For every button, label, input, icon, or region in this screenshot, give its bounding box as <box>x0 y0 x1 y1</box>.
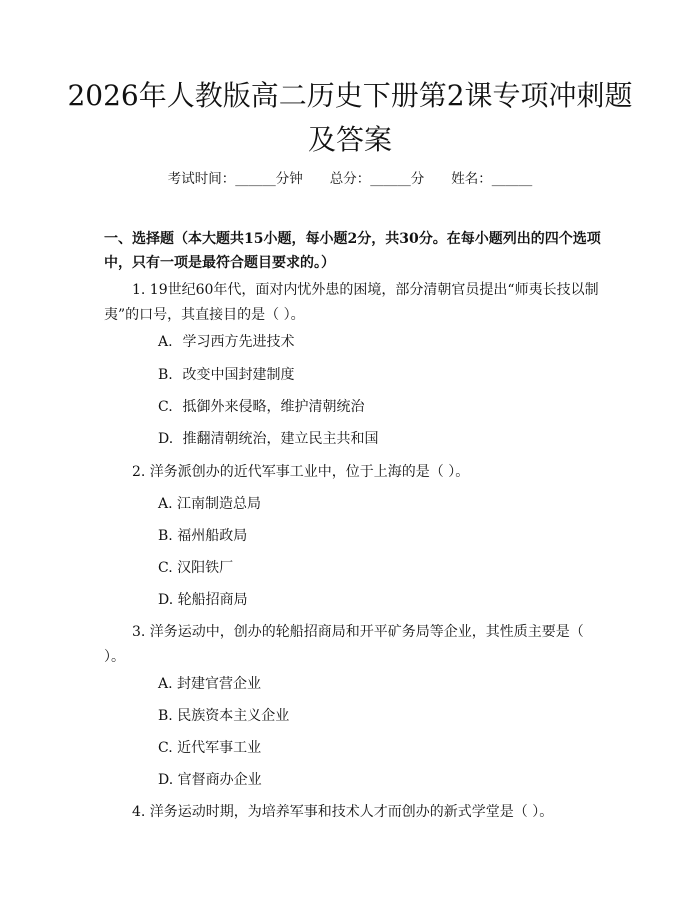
option-label: B. <box>158 528 173 544</box>
option-label: B. <box>158 708 173 724</box>
question-2-option-a <box>158 495 261 513</box>
option-text: 封建官营企业 <box>177 676 262 692</box>
option-label: D. <box>158 431 174 447</box>
option-label: A. <box>158 334 173 350</box>
option-label: B. <box>158 367 173 383</box>
question-2-option-b <box>158 527 247 545</box>
question-2-option-d <box>158 591 248 609</box>
section-heading: 一、选择题（本大题共15小题，每小题2分，共30分。在每小题列出的四个选项中，只有一项是最符合题目要求的。） <box>104 231 601 271</box>
option-label: D. <box>158 772 174 788</box>
option-text: 福州船政局 <box>177 528 248 544</box>
question-1-stem: 1. 19世纪60年代，面对内忧外患的困境，部分清朝官员提出“师夷长技以制夷”的口号，其直接目的是（ ）。 <box>104 282 599 323</box>
question-3-option-c <box>158 739 261 757</box>
question-2-stem: 2. 洋务派创办的近代军事工业中，位于上海的是（ ）。 <box>132 464 470 480</box>
option-label: D. <box>158 592 174 608</box>
option-label: C. <box>158 399 173 415</box>
option-text: 轮船招商局 <box>177 592 248 608</box>
option-text: 学习西方先进技术 <box>182 334 295 350</box>
option-text: 推翻清朝统治，建立民主共和国 <box>182 431 379 447</box>
question-3-stem: 3. 洋务运动中，创办的轮船招商局和开平矿务局等企业，其性质主要是（ ）。 <box>104 624 584 665</box>
question-3-option-b <box>158 707 289 725</box>
option-text: 民族资本主义企业 <box>177 708 290 724</box>
question-1-option-b <box>158 366 294 384</box>
option-label: A. <box>158 496 173 512</box>
option-text: 汉阳铁厂 <box>177 560 234 576</box>
option-text: 江南制造总局 <box>177 496 262 512</box>
document-title: 2026年人教版高二历史下册第2课专项冲刺题及答案 <box>67 79 633 156</box>
question-4-stem: 4. 洋务运动时期，为培养军事和技术人才而创办的新式学堂是（ ）。 <box>132 804 554 820</box>
option-text: 官督商办企业 <box>177 772 262 788</box>
question-1-option-c <box>158 398 364 416</box>
option-text: 改变中国封建制度 <box>182 367 295 383</box>
option-text: 近代军事工业 <box>177 740 262 756</box>
question-1-option-d <box>158 430 378 448</box>
question-1-option-a <box>158 333 294 351</box>
question-3-option-a <box>158 675 261 693</box>
option-label: C. <box>158 740 173 756</box>
option-text: 抵御外来侵略，维护清朝统治 <box>182 399 365 415</box>
option-label: A. <box>158 676 173 692</box>
exam-info-line: 考试时间：______分钟 总分：______分 姓名：______ <box>167 171 533 187</box>
question-3-option-d <box>158 771 262 789</box>
question-2-option-c <box>158 559 233 577</box>
option-label: C. <box>158 560 173 576</box>
